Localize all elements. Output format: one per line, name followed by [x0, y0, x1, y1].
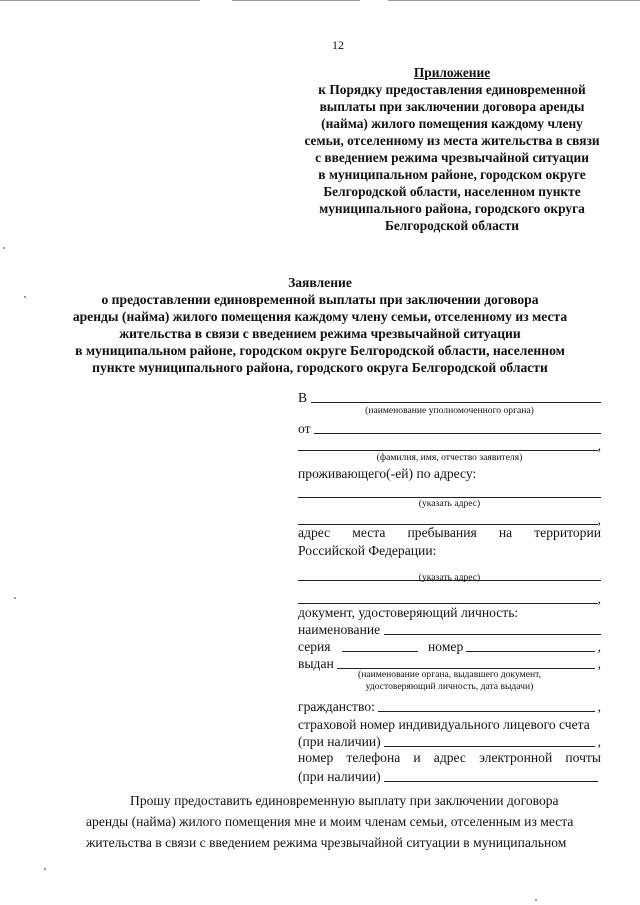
statement-title: Заявление [288, 275, 352, 290]
snils-row-2 [298, 733, 601, 750]
appendix-line: к Порядку предоставления единовременной [318, 82, 586, 97]
doc-name-row [298, 621, 601, 638]
comma: , [597, 656, 601, 671]
snils-field[interactable] [384, 746, 595, 747]
top-edge-line-middle [232, 0, 360, 1]
statement-line: о предоставлении единовременной выплаты при заключении договора [101, 292, 539, 307]
paragraph-line: аренды (найма) жилого помещения мне и моим членам семьи, отселенным из места [86, 814, 574, 829]
stay-line-2-row [298, 542, 601, 559]
top-edge-line-right [388, 0, 640, 1]
residence-label: проживающего(-ей) по адресу: [298, 466, 477, 481]
phone-row-2 [298, 768, 601, 785]
appendix-line: с введением режима чрезвычайной ситуации [315, 150, 589, 165]
scan-speck [535, 899, 537, 901]
from-caption: (фамилия, имя, отчество заявителя) [376, 452, 523, 463]
phone-field[interactable] [384, 781, 598, 782]
number-label: номер [428, 639, 464, 654]
number-field[interactable] [466, 651, 594, 652]
stay-line-1: адрес места пребывания на территории [298, 525, 601, 540]
from-field-2[interactable] [298, 450, 598, 451]
statement-line: аренды (найма) жилого помещения каждому члену семьи, отселенному из места [72, 309, 568, 324]
appendix-line: (найма) жилого помещения каждому члену [321, 116, 583, 131]
comma: , [597, 734, 601, 749]
comma: , [597, 438, 601, 453]
series-field[interactable] [342, 651, 418, 652]
comma: , [597, 591, 601, 606]
appendix-heading: Приложение [413, 65, 491, 80]
id-doc-row [298, 604, 601, 621]
appendix-header [292, 64, 612, 234]
phone-label-2: (при наличии) [298, 769, 381, 784]
issued-caption-2: удостоверяющий личность, дата выдачи) [365, 681, 534, 692]
snils-label-2: (при наличии) [298, 734, 381, 749]
top-edge-line-left [0, 0, 200, 1]
scan-speck [14, 597, 16, 599]
citizenship-label: гражданство: [298, 699, 375, 714]
from-field[interactable] [314, 433, 601, 434]
recipient-label: В [298, 390, 308, 405]
series-number-row [298, 638, 601, 655]
statement-line: пункте муниципального района, городского округа Белгородской области [92, 360, 548, 375]
appendix-line: выплаты при заключении договора аренды [319, 99, 585, 114]
statement-line: в муниципальном районе, городском округе Белгородской области, населенном [75, 343, 565, 358]
residence-caption: (указать адрес) [418, 498, 481, 509]
scan-speck [44, 868, 46, 870]
scan-speck [24, 296, 26, 298]
stay-line-2: Российской Федерации: [298, 543, 437, 558]
appendix-line: Белгородской области, населенном пункте [323, 184, 581, 199]
doc-name-label: наименование [298, 622, 381, 637]
appendix-line: муниципального района, городского округа [319, 201, 585, 216]
statement-line: жительства в связи с введением режима чрезвычайной ситуации [119, 326, 521, 341]
recipient-field[interactable] [311, 402, 601, 403]
issued-caption-1: (наименование органа, выдавшего документ, [358, 669, 541, 680]
comma: , [597, 639, 601, 654]
comma: , [597, 699, 601, 714]
doc-name-field[interactable] [384, 634, 601, 635]
scan-speck [3, 247, 5, 249]
from-row [298, 420, 601, 437]
citizenship-field[interactable] [378, 711, 595, 712]
request-paragraph [86, 790, 601, 853]
citizenship-row [298, 698, 601, 715]
paragraph-line: жительства в связи с введением режима чрезвычайной ситуации в муниципальном [86, 835, 567, 850]
appendix-line: в муниципальном районе, городском округе [318, 167, 586, 182]
recipient-row [298, 389, 601, 406]
paragraph-line: Прошу предоставить единовременную выплату при заключении договора [130, 793, 559, 808]
snils-row-1 [298, 716, 601, 733]
from-label: от [298, 421, 311, 436]
issued-label: выдан [298, 656, 334, 671]
recipient-caption: (наименование уполномоченного органа) [365, 405, 534, 416]
appendix-line: семьи, отселенному из места жительства в связи [304, 133, 600, 148]
phone-row-1: номер телефона и адрес электронной почты [298, 750, 601, 765]
appendix-line: Белгородской области [384, 218, 520, 233]
snils-label: страховой номер индивидуального лицевого счета [298, 717, 590, 732]
statement-title-block [40, 274, 600, 376]
stay-caption: (указать адрес) [418, 572, 481, 583]
id-doc-label: документ, удостоверяющий личность: [298, 605, 519, 620]
series-label: серия [298, 639, 331, 654]
page-number: 12 [332, 38, 344, 52]
comma: , [597, 512, 601, 527]
residence-label-row [298, 465, 601, 482]
